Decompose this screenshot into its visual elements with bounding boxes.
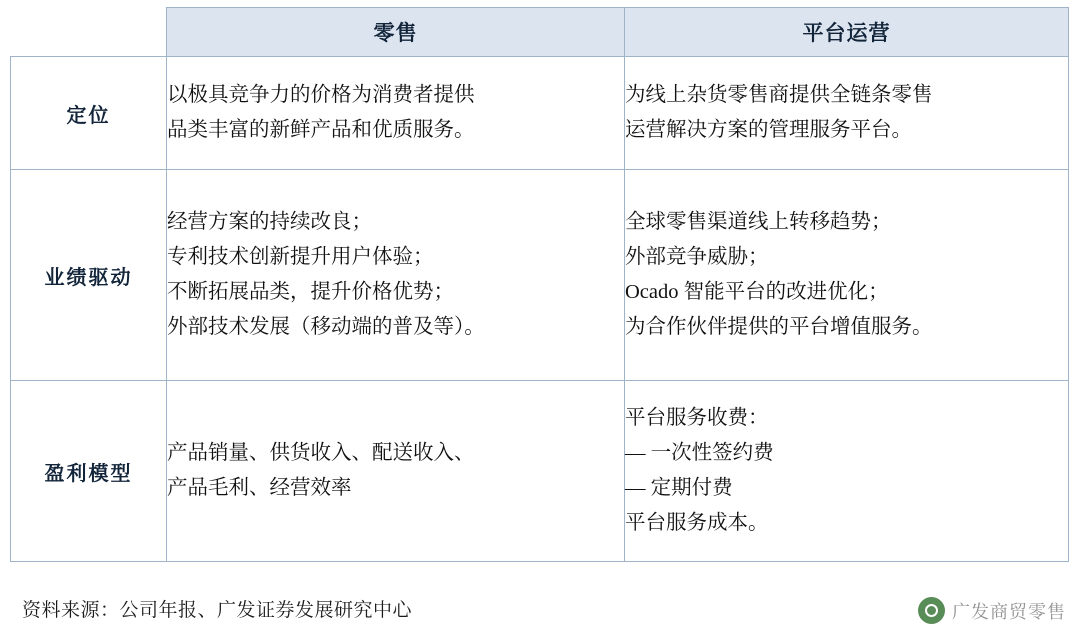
- cell-line: 为线上杂货零售商提供全链条零售: [625, 83, 933, 106]
- table-header-retail: 零售: [167, 8, 625, 57]
- source-note: 资料来源：公司年报、广发证券发展研究中心: [22, 600, 413, 621]
- row-label-performance-drivers: 业绩驱动: [11, 170, 167, 381]
- table-row: [11, 57, 1069, 170]
- cell-line: 为合作伙伴提供的平台增值服务。: [625, 316, 933, 339]
- cell-platform-profit-model: [625, 381, 1069, 562]
- cell-line: 外部竞争威胁；: [625, 245, 769, 268]
- cell-line: 品类丰富的新鲜产品和优质服务。: [167, 119, 475, 141]
- row-label-positioning: 定位: [11, 57, 167, 170]
- cell-line: 平台服务收费：: [625, 406, 769, 429]
- table-header-blank: [11, 8, 167, 57]
- cell-line: Ocado 智能平台的改进优化；: [625, 281, 889, 303]
- cell-line: 产品毛利、经营效率: [167, 477, 352, 499]
- table-header-row: [11, 8, 1069, 57]
- cell-line: — 一次性签约费: [625, 441, 774, 464]
- cell-retail-profit-model: [167, 381, 625, 562]
- table-row: [11, 170, 1069, 381]
- cell-line: — 定期付费: [625, 477, 733, 499]
- cell-line: 产品销量、供货收入、配送收入、: [167, 441, 475, 464]
- wechat-logo-icon: [918, 597, 945, 624]
- cell-line: 不断拓展品类，提升价格优势；: [167, 281, 454, 303]
- document-page: [0, 7, 1080, 636]
- cell-retail-positioning: [167, 57, 625, 170]
- table-header: [11, 8, 1069, 57]
- table-row: [11, 381, 1069, 562]
- watermark-label: 广发商贸零售: [952, 601, 1066, 622]
- cell-line: 经营方案的持续改良；: [167, 210, 372, 233]
- table-header-platform: 平台运营: [625, 8, 1069, 57]
- row-label-profit-model: 盈利模型: [11, 381, 167, 562]
- cell-line: 专利技术创新提升用户体验；: [167, 245, 434, 268]
- cell-line: 运营解决方案的管理服务平台。: [625, 119, 912, 141]
- cell-line: 以极具竞争力的价格为消费者提供: [167, 83, 475, 106]
- comparison-table: [10, 7, 1069, 562]
- cell-platform-performance-drivers: [625, 170, 1069, 381]
- cell-retail-performance-drivers: [167, 170, 625, 381]
- cell-platform-positioning: [625, 57, 1069, 170]
- cell-line: 外部技术发展（移动端的普及等）。: [167, 316, 485, 339]
- watermark: [918, 597, 1066, 624]
- table-body: [11, 57, 1069, 562]
- cell-line: 平台服务成本。: [625, 512, 769, 535]
- cell-line: 全球零售渠道线上转移趋势；: [625, 210, 892, 233]
